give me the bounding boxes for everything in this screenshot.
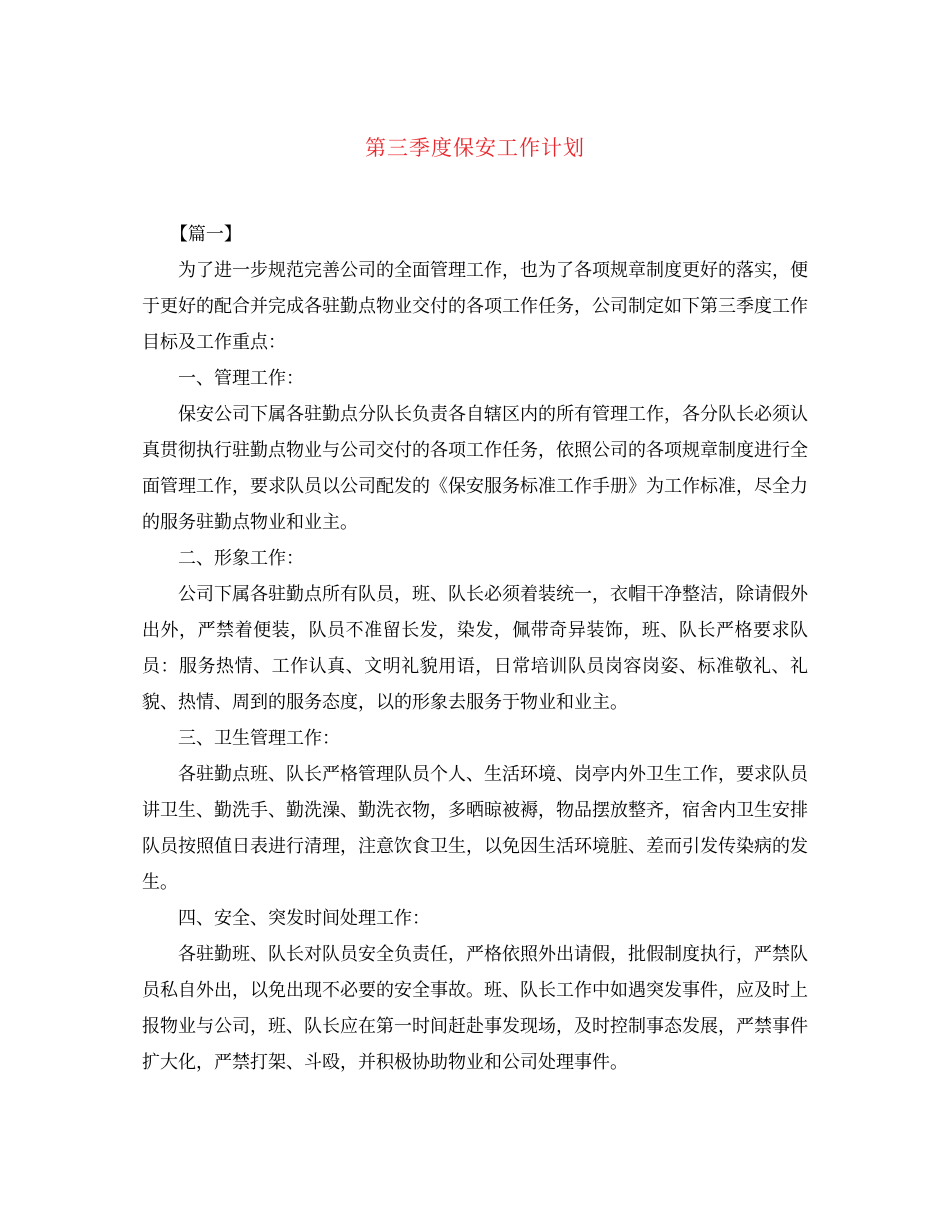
section-heading-hygiene: 三、卫生管理工作： [178,728,340,749]
section-heading-safety: 四、安全、突发时间处理工作： [178,908,430,929]
section-heading-management: 一、管理工作： [178,368,304,389]
section-body-image: 公司下属各驻勤点所有队员，班、队长必须着装统一，衣帽干净整洁，除请假外出外，严禁着便装，队员不准留长发，染发，佩带奇异装饰，班、队长严格要求队员：服务热情、工作认真、文明礼貌用语，日常培训队员岗容岗姿、标准敬礼、礼貌、热情、周到的服务态度，以的形象去服务于物业和业主。 [142,584,808,713]
intro-paragraph: 为了进一步规范完善公司的全面管理工作，也为了各项规章制度更好的落实，便于更好的配合并完成各驻勤点物业交付的各项工作任务，公司制定如下第三季度工作目标及工作重点： [142,260,808,353]
section-heading-image: 二、形象工作： [178,548,304,569]
section-body-safety: 各驻勤班、队长对队员安全负责任，严格依照外出请假，批假制度执行，严禁队员私自外出，以免出现不必要的安全事故。班、队长工作中如遇突发事件，应及时上报物业与公司，班、队长应在第一时间赶赴事发现场，及时控制事态发展，严禁事件扩大化，严禁打架、斗殴，并积极协助物业和公司处理事件。 [142,944,808,1073]
section-body-hygiene: 各驻勤点班、队长严格管理队员个人、生活环境、岗亭内外卫生工作，要求队员讲卫生、勤洗手、勤洗澡、勤洗衣物，多晒晾被褥，物品摆放整齐，宿舍内卫生安排队员按照值日表进行清理，注意饮食卫生，以免因生活环境脏、差而引发传染病的发生。 [142,764,808,893]
document-body [142,217,808,1081]
section-tag: 【篇一】 [169,224,242,245]
section-body-management: 保安公司下属各驻勤点分队长负责各自辖区内的所有管理工作，各分队长必须认真贯彻执行驻勤点物业与公司交付的各项工作任务，依照公司的各项规章制度进行全面管理工作，要求队员以公司配发的《保安服务标准工作手册》为工作标准，尽全力的服务驻勤点物业和业主。 [142,404,808,533]
document-title: 第三季度保安工作计划 [365,136,585,160]
